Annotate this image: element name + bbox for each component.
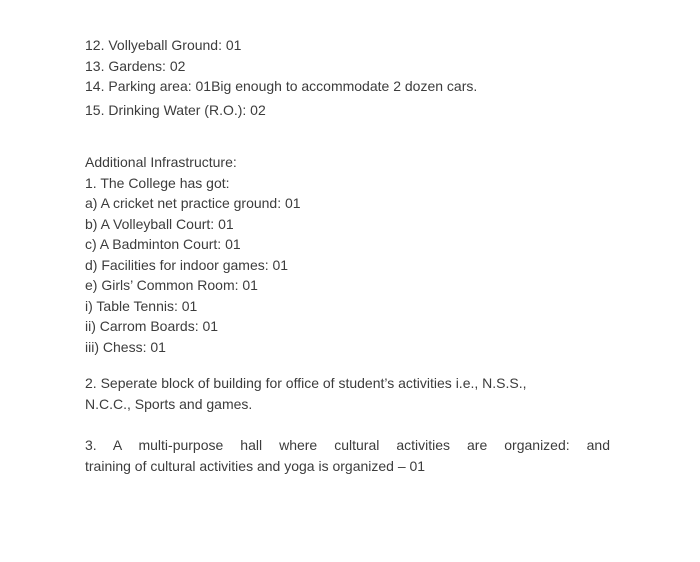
para-2-line-1: 2. Seperate block of building for office of student’s activities i.e., N.S.S., [85, 375, 527, 391]
roman-item-i: i) Table Tennis: 01 [85, 297, 198, 314]
additional-infrastructure-heading: Additional Infrastructure: [85, 154, 237, 170]
lettered-item-c: c) A Badminton Court: 01 [85, 236, 241, 252]
para-2-line-2: N.C.C., Sports and games. [85, 395, 253, 412]
facility-line-15: 15. Drinking Water (R.O.): 02 [85, 101, 266, 118]
para-3-line-2: training of cultural activities and yoga is organized – 01 [85, 457, 426, 474]
lettered-item-a: a) A cricket net practice ground: 01 [85, 195, 301, 211]
roman-item-ii: ii) Carrom Boards: 01 [85, 318, 219, 334]
document-content [85, 35, 610, 476]
lettered-item-d: d) Facilities for indoor games: 01 [85, 256, 289, 273]
facility-line-13: 13. Gardens: 02 [85, 57, 186, 74]
para-3-line-1: 3. A multi-purpose hall where cultural activities are organized: and [85, 437, 610, 453]
facility-line-12: 12. Vollyeball Ground: 01 [85, 37, 242, 53]
college-has-got-line: 1. The College has got: [85, 174, 230, 191]
roman-item-iii: iii) Chess: 01 [85, 338, 166, 355]
facility-line-14: 14. Parking area: 01Big enough to accommodate 2 dozen cars. [85, 78, 478, 94]
lettered-item-e: e) Girls’ Common Room: 01 [85, 277, 258, 293]
lettered-item-b: b) A Volleyball Court: 01 [85, 215, 234, 232]
